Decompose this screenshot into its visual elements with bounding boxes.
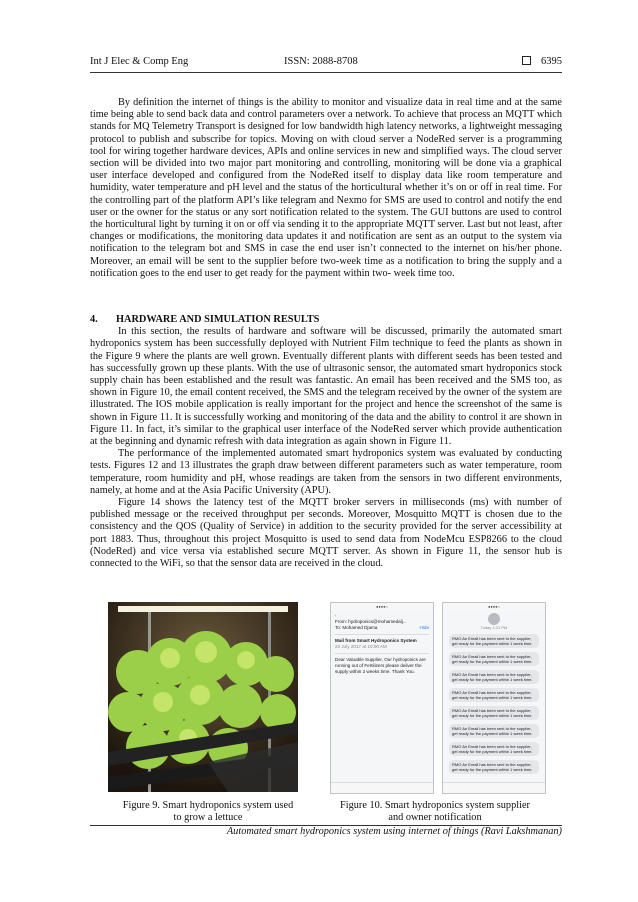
avatar-icon — [488, 613, 500, 625]
sms-bubble: RMO An Email has been sent to the supplier, get ready for the payment within 1 week time. — [449, 670, 539, 684]
section-number: 4. — [90, 314, 98, 325]
email-date: 23 July 2017 at 10:00 AM — [335, 644, 387, 649]
chevron-left-icon[interactable]: ‹ — [335, 613, 337, 618]
email-view — [331, 611, 433, 677]
section-paragraph: Figure 14 shows the latency test of the MQTT broker servers in milliseconds (ms) with number of published message or the received throughput per seconds. Moreover, Mosquitto MQTT is chosen due to the consistency and the QOS (Quality of Service) in addition to the security provided for the server accessibility at port 1883. Thus, throughout this project Mosquitto is used to send data from NodeMcu ESP8266 to the cloud (NodeRed) and vice versa via established secure MQTT server. As shown in Figure 11, the sensor hub is connected to the WiFi, so that the sensor data are received in the cloud. — [90, 497, 562, 570]
figure-9-caption — [108, 800, 308, 824]
caption-line: Figure 10. Smart hydroponics system supplier — [340, 800, 530, 811]
page-number-group — [522, 56, 562, 67]
running-footer: Automated smart hydroponics system using internet of things (Ravi Lakshmanan) — [226, 826, 562, 837]
page-header — [90, 56, 562, 72]
email-phone-screen — [330, 602, 434, 794]
status-bar: ●●●●○ — [443, 603, 545, 611]
sms-thread — [443, 634, 545, 774]
section-paragraph: In this section, the results of hardware and software will be discussed, primarily the automated smart hydroponics system has been successfully deployed with Nutrient Film technique to feed the plants as shown in the Figure 9 where the plants are well grown. Eventually different plants with different seeds has been tested and has successfully grown up these plants. With the use of ultrasonic sensor, the automated smart hydroponics stock supply chain has been established and the result was fantastic. An email has been received and the SMS too, as shown in Figure 10, the email content received, the SMS and the telegram received by the owner of the system are illustrated. The IOS mobile application is really important for the project and hence the screenshot of the same is shown in Figure 11. It is successfully working and monitoring of the data and the ability to control it are shown in Figure 11. In fact, it’s similar to the graphical user interface of the NodeRed server which provide authentication at the beginning and dynamic refresh with data integration as again shown in Figure 11. — [90, 326, 562, 448]
email-from: From: hydroponics@mohamedalj... — [335, 619, 407, 624]
sms-bubble: RMO An Email has been sent to the supplier, get ready for the payment within 1 week time. — [449, 760, 539, 774]
intro-paragraph: By definition the internet of things is the ability to monitor and visualize data in real time and at the same time being able to send back data and control parameters over a network. To achieve that process an MQTT which stands for MQ Telemetry Transport is designed for low bandwidth high latency networks, a lightweight messaging protocol to publish and subscribe for topics. Moving on with cloud server a NodeRed server is a programming tool for wiring together hardware devices, APIs and online services in new and simplified ways. The cloud server section will be divided into two major part monitoring and controlling, monitoring will be done via a graphical user interface developed and configured from the NodeRed itself to display data like room temperature and humidity, water temperature and pH level and the status of the horticultural whether it’s on or off in real time. For the controlling part of the platform API’s like telegram and Nexmo for SMS are used to control and notify the end user or the owner for the status or any sort notification related to the system. The GUI buttons are used to control the horticultural light by turning it on or off via sending it to the appropriate MQTT server. Last but not least, after changes or modifications, the monitoring data updates it and notification are sent as an output to the system via notification to the telegram bot and SMS in case the end user isn’t connected to the internet on his/her phone. Moreover, an email will be sent to the supplier before two-week time as a notification to bring the supply and a notification goes to the end user to get ready for the payment within two- week time too. — [90, 97, 562, 279]
lettuce-image — [108, 602, 298, 792]
sms-bubble: RMO An Email has been sent to the supplier, get ready for the payment within 1 week time. — [449, 688, 539, 702]
figure-10-caption — [330, 800, 540, 824]
status-bar: ●●●●○ — [331, 603, 433, 611]
hide-link[interactable]: Hide — [419, 625, 429, 630]
checkbox-square-icon — [522, 56, 531, 65]
email-body: Dear Valuable Supplier, Our hydroponics are running out of Fertilizers please deliver the supply within 2 weeks time. Thank You. — [335, 657, 426, 674]
caption-line: Figure 9. Smart hydroponics system used — [122, 800, 294, 811]
sms-bubble: RMO An Email has been sent to the supplier, get ready for the payment within 1 week time. — [449, 706, 539, 720]
section-title: HARDWARE AND SIMULATION RESULTS — [116, 314, 320, 325]
sms-header — [443, 613, 545, 630]
lettuce-photo — [108, 602, 298, 792]
sms-bubble: RMO An Email has been sent to the supplier, get ready for the payment within 1 week time. — [449, 742, 539, 756]
email-to: To: Mohamed Djama Hide — [335, 625, 429, 630]
issn: ISSN: 2088-8708 — [284, 56, 358, 67]
intro-text — [90, 97, 562, 280]
section-paragraph: The performance of the implemented automated smart hydroponics system was evaluated by conducting tests. Figures 12 and 13 illustrates the graph draw between different parameters such as water temperature, room temperature, room humidity and pH, whose readings are taken from the sensors in two different environments, namely, at home and at the Asia Pacific University (APU). — [90, 448, 562, 496]
mail-toolbar — [331, 782, 433, 793]
section-heading — [90, 314, 562, 326]
sms-bubble: RMO An Email has been sent to the supplier, get ready for the payment within 1 week time. — [449, 634, 539, 648]
sms-timestamp: Today 1:31 PM — [480, 625, 508, 630]
sms-bubble: RMO An Email has been sent to the supplier, get ready for the payment within 1 week time. — [449, 724, 539, 738]
email-subject: Mail from Smart Hydroponics System — [335, 638, 417, 643]
sms-bubble: RMO An Email has been sent to the supplier, get ready for the payment within 1 week time. — [449, 652, 539, 666]
caption-line: to grow a lettuce — [173, 812, 243, 824]
notification-screenshots — [330, 602, 546, 792]
sms-phone-screen — [442, 602, 546, 794]
section-4 — [90, 314, 562, 570]
page-number: 6395 — [541, 56, 562, 67]
journal-name: Int J Elec & Comp Eng — [90, 56, 189, 67]
header-rule — [90, 72, 562, 73]
message-input-bar[interactable] — [443, 782, 545, 793]
figure-row — [90, 602, 562, 798]
caption-line: and owner notification — [388, 812, 482, 824]
